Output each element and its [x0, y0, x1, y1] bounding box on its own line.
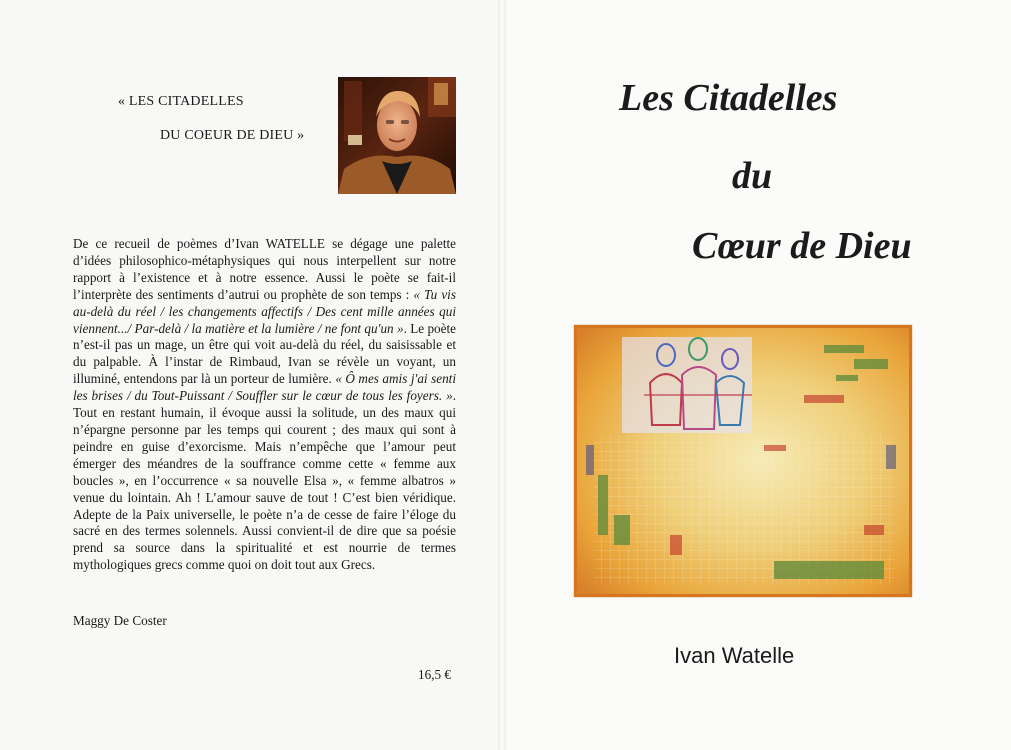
blurb-signature: Maggy De Coster: [73, 613, 167, 628]
author-photo: [338, 77, 456, 194]
blurb-quote-1: « Tu vis au-delà du réel / les changements affectifs / Des cent mille années qui viennent.../ Par-delà / la matière et la lumière / ne font qu'un »: [73, 286, 456, 336]
blurb-part-1: De ce recueil de poèmes d’Ivan WATELLE se dégage une palette d’idées philosophico-métaphysiques qui nous interpellent sur notre rapport à l’existence et à notre essence. Aussi le poète se fait-il l’interprète des sentiments d’autrui ou prophète de son temps :: [73, 236, 456, 302]
blurb-quote-2: « Ô mes amis j'ai senti les brises / du Tout-Puissant / Souffler sur le cœur de tous les foyers. »: [73, 371, 456, 404]
back-blurb: [73, 236, 456, 574]
cover-painting: [574, 325, 912, 597]
price-label: 16,5 €: [418, 667, 451, 682]
book-spine: [498, 0, 506, 750]
front-cover: [506, 0, 1011, 750]
front-title-line-3: Cœur de Dieu: [692, 225, 912, 267]
front-title-line-2: du: [732, 155, 773, 197]
cover-author-name: Ivan Watelle: [674, 643, 795, 668]
back-cover: [0, 0, 498, 750]
back-title-line-1: « LES CITADELLES: [118, 94, 244, 109]
back-title-line-2: DU COEUR DE DIEU »: [160, 128, 305, 143]
front-title-line-1: Les Citadelles: [619, 77, 838, 119]
blurb-paragraph: [73, 236, 456, 574]
blurb-part-3: . Tout en restant humain, il évoque aussi la solitude, un des maux qui n’épargne personne par les temps qui courent ; des maux qui sont à peindre en guise d’exorcisme. Mais n’empêche que l’amour peut émerger des méandres de la souffrance comme cette « femme aux boucles », en l’occurrence « sa nouvelle Elsa », « femme albatros » venue du lointain. Ah ! L’amour sauve de tout ! C’est bien véridique. Adepte de la Paix universelle, le poète n’a de cesse de faire l’éloge du sacré en des termes solennels. Aussi convient-il de dire que sa poésie prend sa source dans la spiritualité et est nourrie de termes mythologiques grecs comme quoi on doit tout aux Grecs.: [73, 388, 456, 573]
blurb-part-2: . Le poète n’est-il pas un mage, un être qui voit au-delà du réel, du saisissable et du palpable. À l’instar de Rimbaud, Ivan se révèle un voyant, un illuminé, entendons par là un porteur de lumière.: [73, 320, 456, 387]
